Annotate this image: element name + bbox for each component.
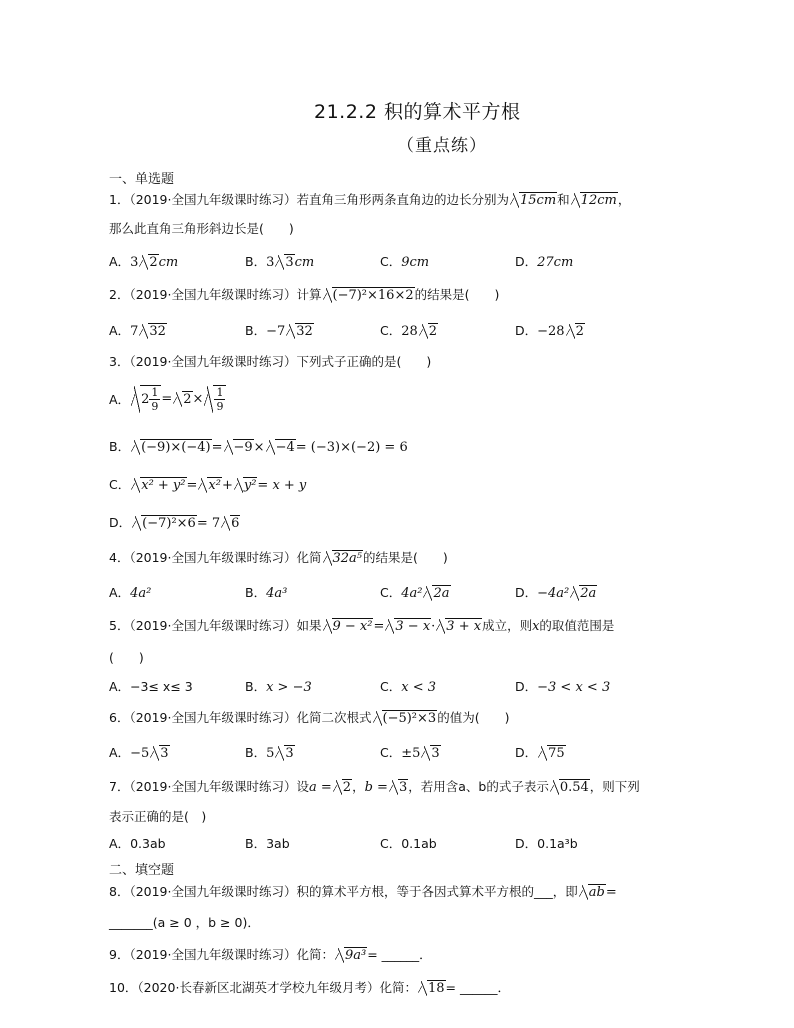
section-heading-single-choice: 一、单选题 [109,172,175,187]
question-8: 8．（2019·全国九年级课时练习）积的算术平方根，等于各因式算术平方根的___，即 ab= [109,884,617,900]
option-d[interactable]: D．27cm [515,254,574,270]
option-d[interactable]: D．−3 < x < 3 [515,679,611,695]
option-a[interactable]: A．0.3ab [109,836,166,851]
option-d[interactable]: D．0.1a³b [515,836,578,851]
question-10: 10．（2020·长春新区北湖英才学校九年级月考）化简： 18= ______． [109,980,510,996]
option-c[interactable]: C．4a² 2a [380,585,450,601]
question-1-line2: 那么此直角三角形斜边长是( ) [109,221,294,236]
question-3: 3．（2019·全国九年级课时练习）下列式子正确的是( ) [109,354,432,369]
option-c[interactable]: C．0.1ab [380,836,437,851]
option-b[interactable]: B．3ab [245,836,290,851]
radical-sign: (−7)²×16×2 [323,287,415,303]
option-c[interactable]: C． x² + y²= x²+ y²= x + y [109,477,307,493]
option-b[interactable]: B． (−9)×(−4)= −9× −4= (−3)×(−2) = 6 [109,439,408,455]
option-a[interactable]: A．7 32 [109,323,166,339]
question-1-text: 1．（2019·全国九年级课时练习）若直角三角形两条直角边的边长分别为 [109,192,509,207]
option-d[interactable]: D． (−7)²×6= 7 6 [109,515,240,531]
question-1: 1．（2019·全国九年级课时练习）若直角三角形两条直角边的边长分别为 15cm和 12cm， [109,192,631,208]
option-c[interactable]: C．9cm [380,254,430,270]
question-4: 4．（2019·全国九年级课时练习）化简 32a⁵的结果是( ) [109,550,448,566]
question-7: 7．（2019·全国九年级课时练习）设a = 2，b = 3，若用含a、b的式子表示 0.54，则下列 [109,779,640,795]
option-b[interactable]: B．−7 32 [245,323,313,339]
option-a[interactable]: A．−5 3 [109,745,169,761]
question-6: 6．（2019·全国九年级课时练习）化简二次根式 (−5)²×3的值为( ) [109,710,510,726]
section-heading-fill-in: 二、填空题 [109,863,175,878]
option-d[interactable]: D．−28 2 [515,323,584,339]
question-2: 2．（2019·全国九年级课时练习）计算 (−7)²×16×2的结果是( ) [109,287,500,303]
question-7-line2: 表示正确的是( ) [109,809,207,824]
option-a[interactable]: A．3 2cm [109,254,179,270]
option-d[interactable]: D．−4a² 2a [515,585,597,601]
question-5: 5．（2019·全国九年级课时练习）如果 9 − x²= 3 − x· 3 + x成立，则x的取值范围是 [109,618,615,634]
page-subtitle: （重点练） [397,136,487,156]
radical-sign: 15cm [510,192,557,208]
option-a[interactable]: A． 2 $\frac{1}{9}$ = 2× $\frac{1}{9}$ [109,385,226,413]
option-b[interactable]: B．3 3cm [245,254,315,270]
option-b[interactable]: B．4a³ [245,585,288,601]
option-b[interactable]: B．x > −3 [245,679,312,695]
option-d[interactable]: D． 75 [515,745,565,761]
page-title: 21.2.2 积的算术平方根 [314,101,521,123]
option-c[interactable]: C．±5 3 [380,745,440,761]
option-c[interactable]: C．x < 3 [380,679,436,695]
question-5-line2: ( ) [109,650,144,665]
option-c[interactable]: C．28 2 [380,323,438,339]
option-a[interactable]: A．4a² [109,585,152,601]
question-8-line2: _______(a ≥ 0 ，b ≥ 0)． [109,915,260,930]
radical-sign: 12cm [571,192,618,208]
option-b[interactable]: B．5 3 [245,745,294,761]
option-a[interactable]: A．−3≤ x≤ 3 [109,679,193,694]
question-9: 9．（2019·全国九年级课时练习）化简： 9a³= ______． [109,947,432,963]
